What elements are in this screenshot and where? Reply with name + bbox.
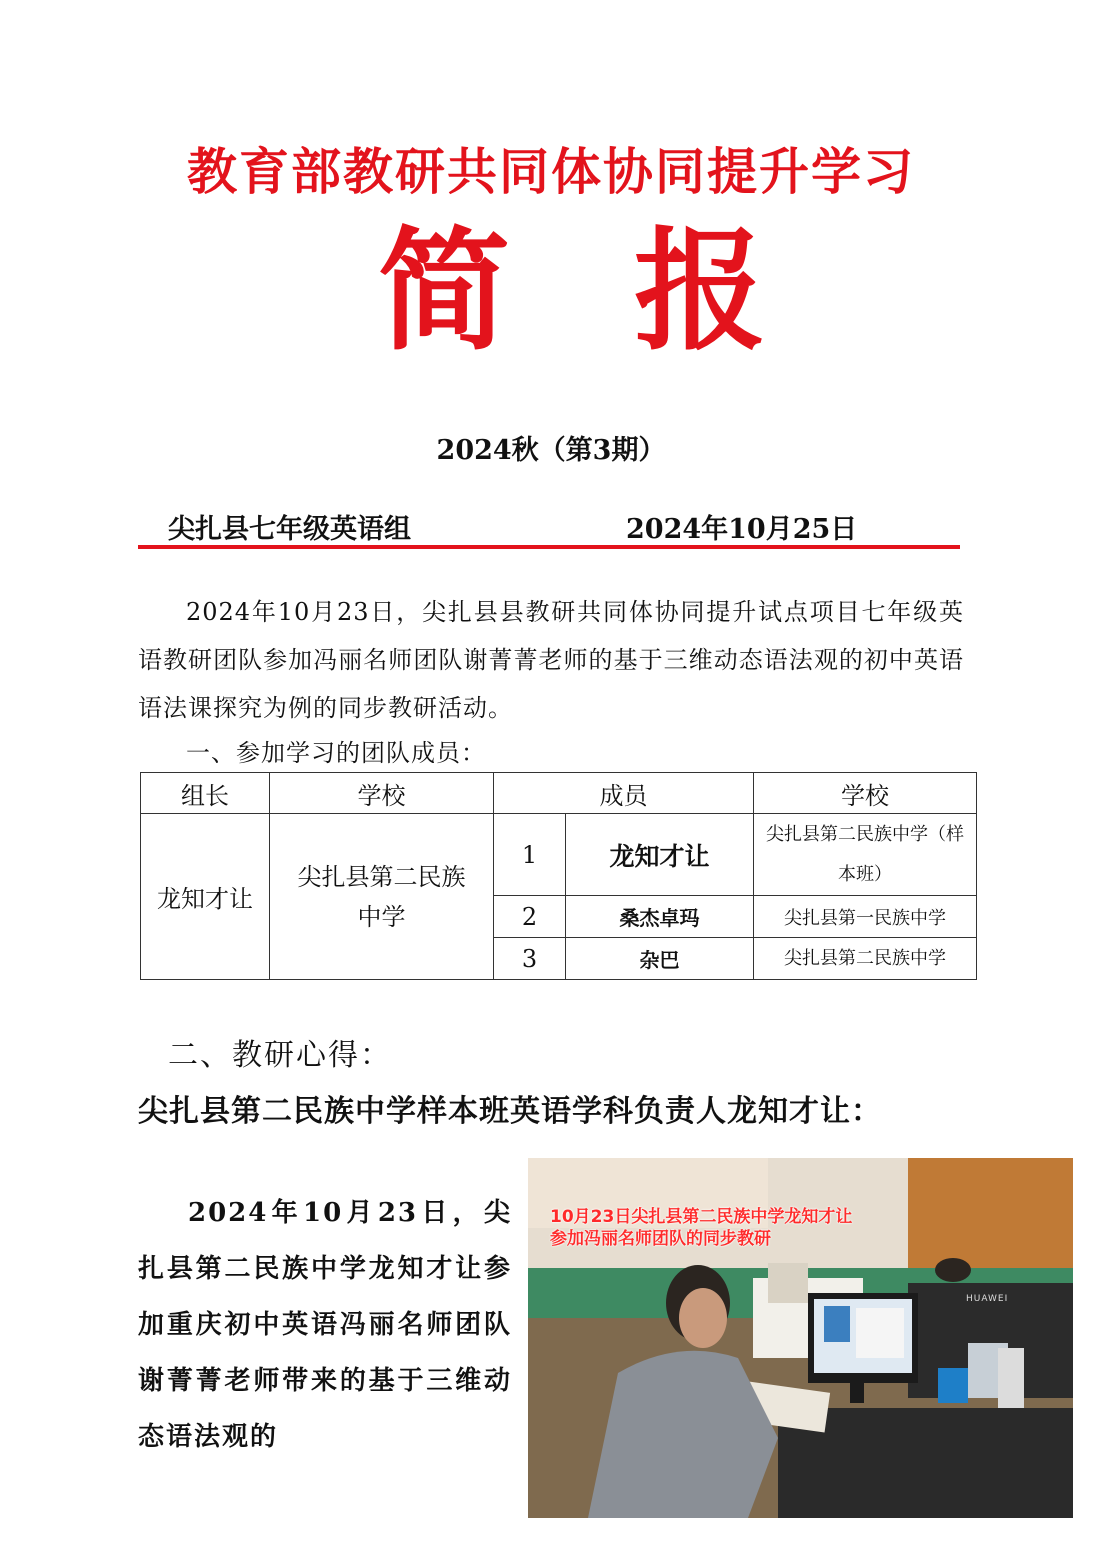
header-divider (138, 545, 960, 549)
member-school: 尖扎县第一民族中学 (754, 896, 977, 938)
member-name: 杂巴 (566, 938, 754, 980)
activity-photo (528, 1158, 1073, 1518)
header-leader: 组长 (141, 773, 270, 814)
monitor-brand-label: HUAWEI (966, 1294, 1009, 1304)
header-member-school: 学校 (754, 773, 977, 814)
bulletin-title: 教育部教研共同体协同提升学习 (187, 143, 915, 201)
photo-caption (550, 1206, 852, 1250)
reflection-author-heading: 尖扎县第二民族中学样本班英语学科负责人龙知才让： (138, 1094, 882, 1129)
issuing-organization: 尖扎县七年级英语组 (168, 514, 411, 545)
member-number: 3 (494, 938, 566, 980)
section-2-heading: 二、教研心得： (168, 1038, 392, 1073)
team-members-table (140, 772, 977, 980)
photo-caption-line-2: 参加冯丽名师团队的同步教研 (550, 1229, 771, 1249)
intro-paragraph: 2024年10月23日，尖扎县县教研共同体协同提升试点项目七年级英语教研团队参加冯丽名师团队谢菁菁老师的基于三维动态语法观的初中英语语法课探究为例的同步教研活动。 (138, 598, 964, 722)
member-number: 2 (494, 896, 566, 938)
photo-caption-line-1: 10月23日尖扎县第二民族中学龙知才让 (550, 1207, 853, 1227)
big-title-char-bao: 报 (634, 215, 766, 369)
member-school: 尖扎县第二民族中学（样本班） (754, 814, 977, 896)
header-members: 成员 (494, 773, 754, 814)
leader-school: 尖扎县第二民族中学 (270, 814, 494, 980)
member-name: 龙知才让 (566, 814, 754, 896)
big-title-char-jian: 简 (378, 215, 510, 369)
member-number: 1 (494, 814, 566, 896)
member-name: 桑杰卓玛 (566, 896, 754, 938)
reflection-paragraph: 2024年10月23日，尖扎县第二民族中学龙知才让参加重庆初中英语冯丽名师团队谢菁菁老师带来的基于三维动态语法观的 (138, 1198, 512, 1452)
leader-name: 龙知才让 (141, 814, 270, 980)
table-row (141, 814, 977, 896)
header-school: 学校 (270, 773, 494, 814)
section-1-heading: 一、参加学习的团队成员： (186, 739, 486, 767)
table-header-row (141, 773, 977, 814)
issue-date: 2024年10月25日 (626, 514, 858, 545)
issue-number: 2024秋（第3期） (436, 435, 666, 466)
member-school: 尖扎县第二民族中学 (754, 938, 977, 980)
